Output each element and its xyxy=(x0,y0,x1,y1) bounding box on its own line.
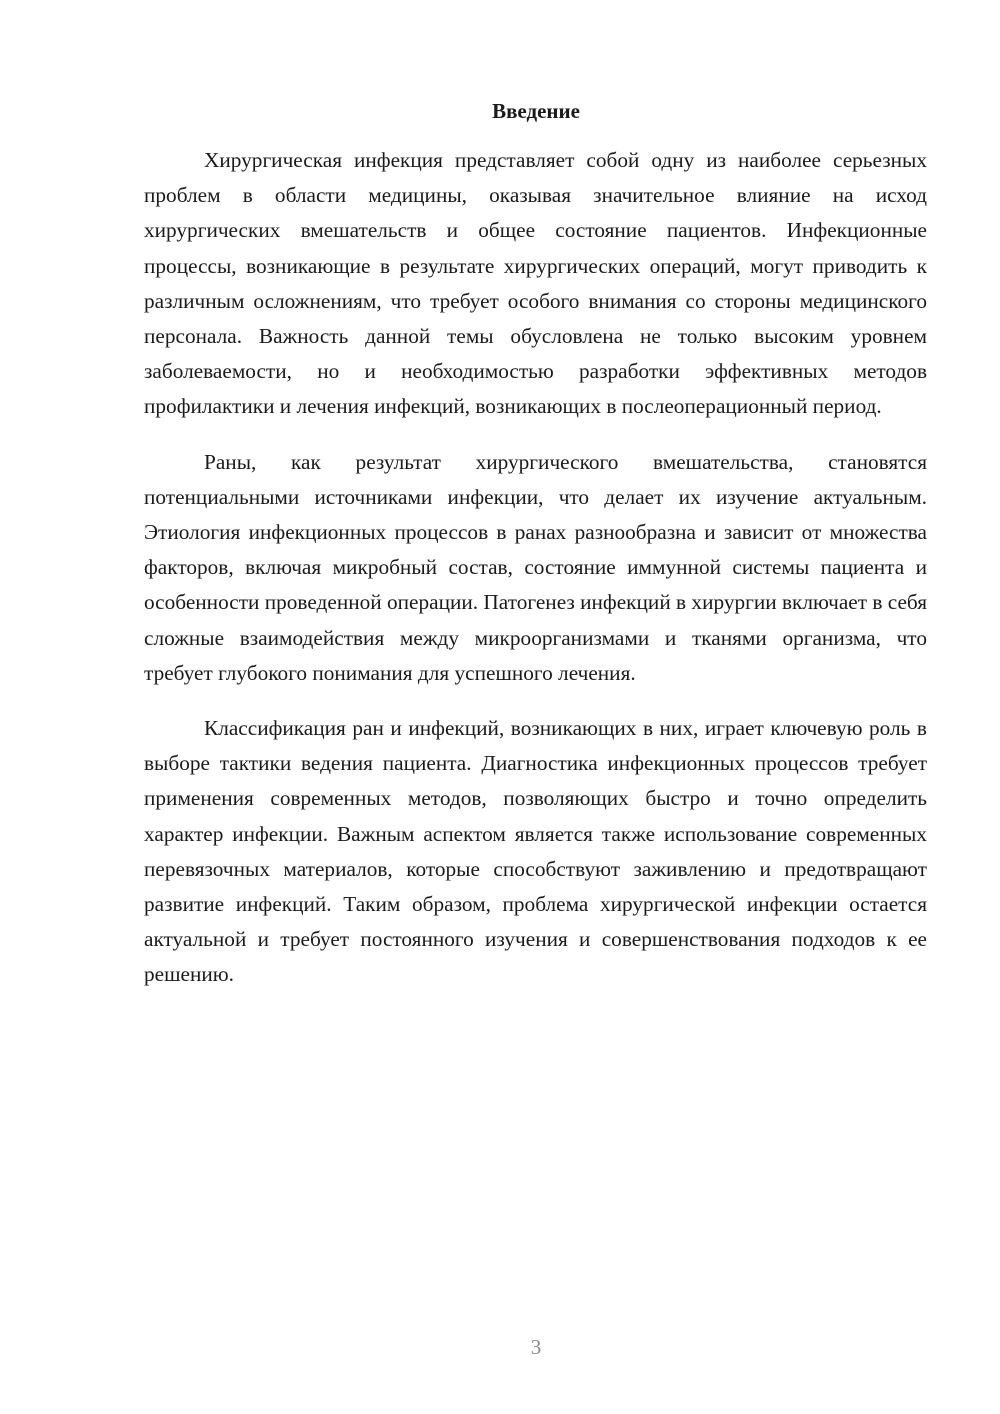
section-title: Введение xyxy=(492,99,580,123)
paragraph-1: Хирургическая инфекция представляет собой одну из наиболее серьезных проблем в области медицины, оказывая значительное влияние на исход хирургических вмешательств и общее состояние пациентов. Инфекционные процессы, возникающие в результате хирургических операций, могут приводить к различным осложнениям, что требует особого внимания со стороны медицинского персонала. Важность данной темы обусловлена не только высоким уровнем заболеваемости, но и необходимостью разработки эффективных методов профилактики и лечения инфекций, возникающих в послеоперационный период. xyxy=(144,148,927,419)
paragraph-3: Классификация ран и инфекций, возникающих в них, играет ключевую роль в выборе тактики ведения пациента. Диагностика инфекционных процессов требует применения современных методов, позволяющих быстро и точно определить характер инфекции. Важным аспектом является также использование современных перевязочных материалов, которые способствуют заживлению и предотвращают развитие инфекций. Таким образом, проблема хирургической инфекции остается актуальной и требует постоянного изучения и совершенствования подходов к ее решению. xyxy=(144,716,927,987)
body-text xyxy=(144,143,927,1013)
page-number: 3 xyxy=(530,1335,542,1359)
paragraph-2: Раны, как результат хирургического вмешательства, становятся потенциальными источниками инфекции, что делает их изучение актуальным. Этиология инфекционных процессов в ранах разнообразна и зависит от множества факторов, включая микробный состав, состояние иммунной системы пациента и особенности проведенной операции. Патогенез инфекций в хирургии включает в себя сложные взаимодействия между микроорганизмами и тканями организма, что требует глубокого понимания для успешного лечения. xyxy=(144,449,928,685)
